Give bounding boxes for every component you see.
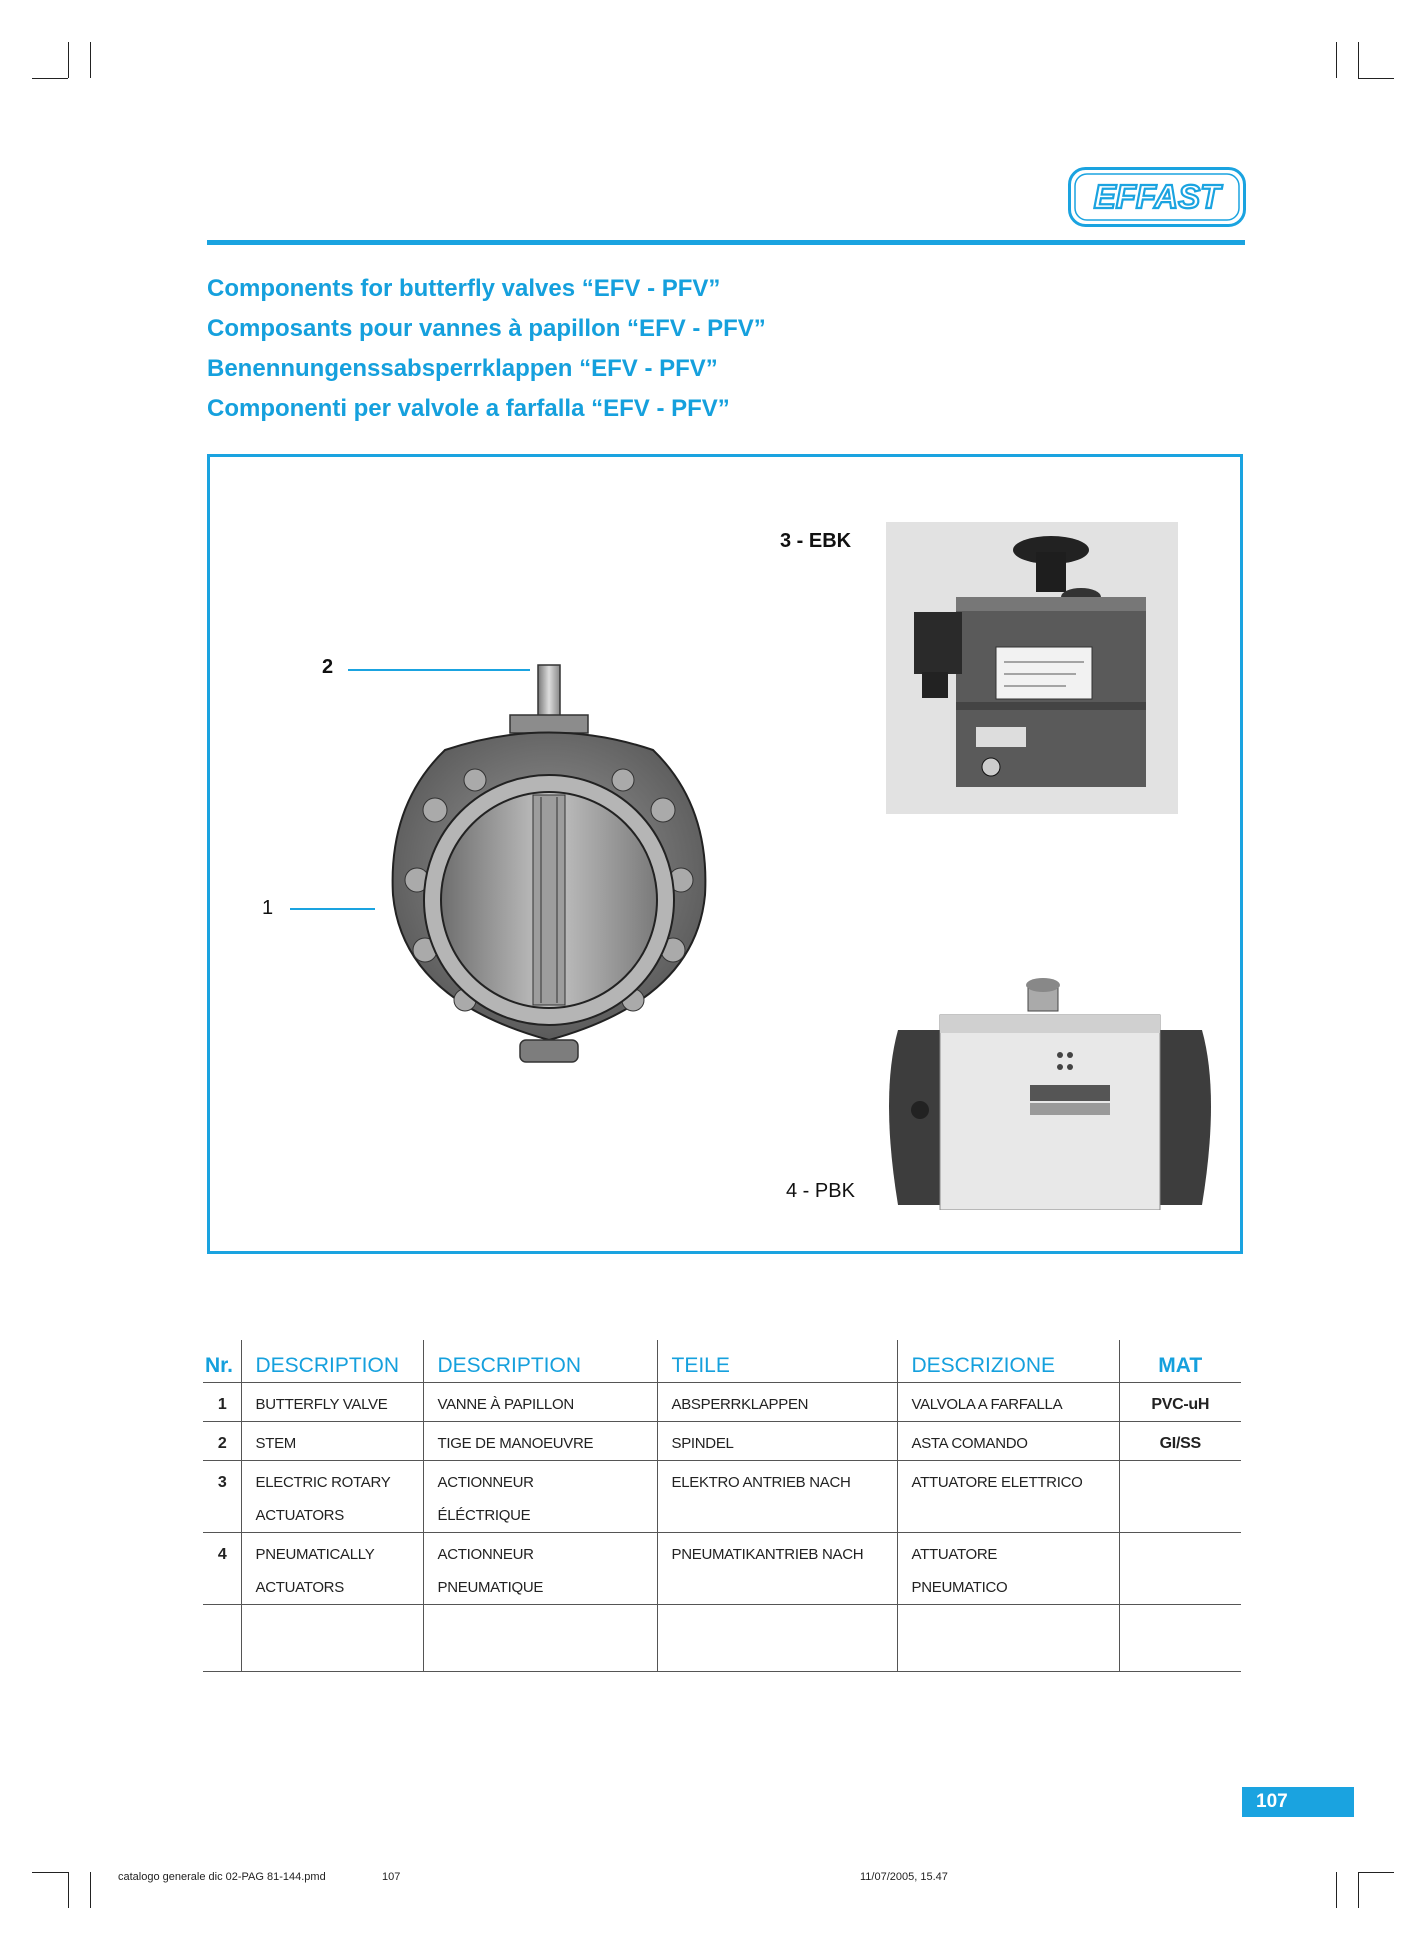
header-rule: [207, 240, 1245, 245]
row-nr: 4: [203, 1533, 241, 1605]
cell-it: ATTUATORE PNEUMATICO: [897, 1533, 1119, 1605]
table-row: [203, 1461, 1241, 1533]
title-it: Componenti per valvole a farfalla “EFV - PFV”: [207, 395, 730, 422]
cell-en: BUTTERFLY VALVE: [241, 1383, 423, 1422]
callout-valve-label: 1: [262, 897, 274, 919]
crop-mark: [1358, 78, 1394, 79]
cell-en: ELECTRIC ROTARY ACTUATORS: [241, 1461, 423, 1533]
footer-page: 107: [382, 1871, 401, 1883]
parts-table-header: [203, 1340, 1241, 1383]
svg-text:EFFAST: EFFAST: [1093, 178, 1221, 215]
col-nr: Nr.: [203, 1340, 241, 1383]
col-description-fr: DESCRIPTION: [423, 1340, 657, 1383]
callout-stem-line: [348, 669, 530, 671]
pneumatic-actuator-photo: [880, 975, 1220, 1210]
crop-mark: [90, 1872, 91, 1908]
row-nr: 1: [203, 1383, 241, 1422]
cell-fr: VANNE À PAPILLON: [423, 1383, 657, 1422]
crop-mark: [1358, 1872, 1359, 1908]
cell-fr: [423, 1605, 657, 1672]
cell-de: PNEUMATIKANTRIEB NACH: [657, 1533, 897, 1605]
crop-mark: [68, 42, 69, 78]
cell-mat: [1119, 1461, 1241, 1533]
cell-en: [241, 1605, 423, 1672]
cell-mat: PVC-uH: [1119, 1383, 1241, 1422]
crop-mark: [1358, 42, 1359, 78]
row-nr: 3: [203, 1461, 241, 1533]
title-fr: Composants pour vannes à papillon “EFV - PFV”: [207, 315, 766, 342]
callout-valve-line: [290, 908, 375, 910]
table-row-empty: [203, 1605, 1241, 1672]
crop-mark: [32, 78, 68, 79]
page-number: 107: [1242, 1787, 1354, 1817]
crop-mark: [1336, 1872, 1337, 1908]
row-nr: [203, 1605, 241, 1672]
electric-actuator-photo: [886, 522, 1178, 814]
cell-fr: ACTIONNEUR ÉLÉCTRIQUE: [423, 1461, 657, 1533]
cell-mat: [1119, 1533, 1241, 1605]
cell-it: ATTUATORE ELETTRICO: [897, 1461, 1119, 1533]
title-block: [207, 272, 766, 432]
cell-mat: GI/SS: [1119, 1422, 1241, 1461]
cell-de: SPINDEL: [657, 1422, 897, 1461]
cell-en: PNEUMATICALLY ACTUATORS: [241, 1533, 423, 1605]
title-de: Benennungenssabsperrklappen “EFV - PFV”: [207, 355, 718, 382]
cell-fr: ACTIONNEUR PNEUMATIQUE: [423, 1533, 657, 1605]
crop-mark: [68, 1872, 69, 1908]
cell-en: STEM: [241, 1422, 423, 1461]
cell-de: ELEKTRO ANTRIEB NACH: [657, 1461, 897, 1533]
footer-date: 11/07/2005, 15.47: [860, 1871, 948, 1883]
callout-stem-label: 2: [322, 656, 334, 678]
butterfly-valve-drawing: [385, 655, 710, 1080]
crop-mark: [1358, 1872, 1394, 1873]
col-description-en: DESCRIPTION: [241, 1340, 423, 1383]
col-mat: MAT: [1119, 1340, 1241, 1383]
cell-de: ABSPERRKLAPPEN: [657, 1383, 897, 1422]
row-nr: 2: [203, 1422, 241, 1461]
footer-file: catalogo generale dic 02-PAG 81-144.pmd: [118, 1871, 326, 1883]
title-en: Components for butterfly valves “EFV - PFV”: [207, 275, 721, 302]
table-row: [203, 1533, 1241, 1605]
crop-mark: [1336, 42, 1337, 78]
cell-fr: TIGE DE MANOEUVRE: [423, 1422, 657, 1461]
table-row: [203, 1383, 1241, 1422]
col-descrizione: DESCRIZIONE: [897, 1340, 1119, 1383]
cell-mat: [1119, 1605, 1241, 1672]
col-teile: TEILE: [657, 1340, 897, 1383]
parts-table: [203, 1340, 1241, 1672]
crop-mark: [32, 1872, 68, 1873]
crop-mark: [90, 42, 91, 78]
cell-de: [657, 1605, 897, 1672]
callout-electric-label: 3 - EBK: [780, 530, 852, 552]
cell-it: [897, 1605, 1119, 1672]
cell-it: VALVOLA A FARFALLA: [897, 1383, 1119, 1422]
cell-it: ASTA COMANDO: [897, 1422, 1119, 1461]
callout-pneumatic-label: 4 - PBK: [786, 1180, 855, 1202]
table-row: [203, 1422, 1241, 1461]
effast-logo: [1068, 167, 1246, 227]
